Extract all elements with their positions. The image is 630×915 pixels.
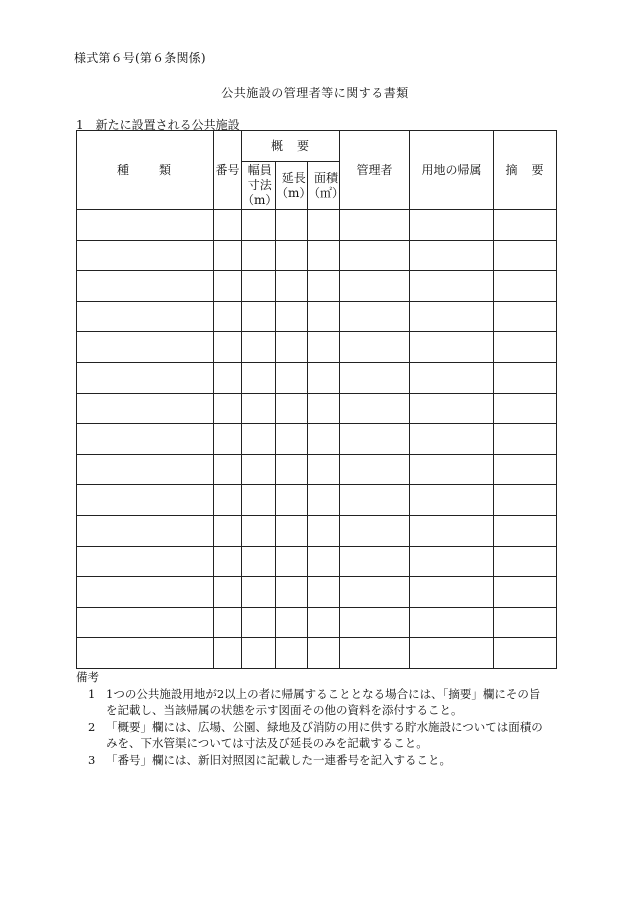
table-row <box>77 332 557 363</box>
table-cell <box>410 332 494 363</box>
table-cell <box>340 301 410 332</box>
note-line: 「番号」欄には、新旧対照図に記載した一連番号を記入すること。 <box>106 752 451 767</box>
table-cell <box>214 638 242 669</box>
table-cell <box>340 393 410 424</box>
table-cell <box>276 393 308 424</box>
table-cell <box>410 515 494 546</box>
note-line: みを、下水管渠については寸法及び延長のみを記載すること。 <box>106 736 428 750</box>
form-label: 様式第６号(第６条関係) <box>74 51 206 65</box>
table-row <box>77 485 557 516</box>
table-cell <box>494 485 557 516</box>
table-cell <box>77 485 214 516</box>
table-cell <box>494 546 557 577</box>
document-title: 公共施設の管理者等に関する書類 <box>221 86 409 100</box>
table-cell <box>494 210 557 241</box>
header-overview: 概 要 <box>242 131 340 162</box>
table-cell <box>242 271 276 302</box>
table-cell <box>340 210 410 241</box>
table-cell <box>77 393 214 424</box>
table-cell <box>77 607 214 638</box>
table-cell <box>308 515 340 546</box>
table-cell <box>410 638 494 669</box>
table-cell <box>494 424 557 455</box>
table-cell <box>77 240 214 271</box>
table-cell <box>494 240 557 271</box>
facility-table <box>76 130 557 669</box>
table-cell <box>242 485 276 516</box>
table-cell <box>494 638 557 669</box>
table-cell <box>494 515 557 546</box>
table-cell <box>77 210 214 241</box>
table-cell <box>276 301 308 332</box>
table-cell <box>214 424 242 455</box>
table-cell <box>308 301 340 332</box>
table-cell <box>410 454 494 485</box>
table-cell <box>214 210 242 241</box>
table-cell <box>308 485 340 516</box>
table-row <box>77 546 557 577</box>
header-width-line2: 寸法 <box>247 178 272 192</box>
table-row <box>77 638 557 669</box>
table-cell <box>77 332 214 363</box>
header-type: 種 類 <box>77 131 214 210</box>
table-row <box>77 424 557 455</box>
table-cell <box>410 240 494 271</box>
notes <box>76 669 566 768</box>
table-cell <box>214 393 242 424</box>
table-cell <box>494 393 557 424</box>
table-cell <box>340 454 410 485</box>
table-cell <box>340 485 410 516</box>
table-cell <box>308 577 340 608</box>
table-row <box>77 607 557 638</box>
header-remarks: 摘 要 <box>494 131 557 210</box>
table-row <box>77 210 557 241</box>
table-cell <box>494 607 557 638</box>
table-cell <box>308 210 340 241</box>
header-area-line1: 面積 <box>314 170 339 185</box>
table-cell <box>410 424 494 455</box>
header-area-unit: （㎡） <box>308 185 345 200</box>
table-cell <box>242 393 276 424</box>
table-cell <box>214 577 242 608</box>
table-cell <box>77 577 214 608</box>
table-cell <box>77 638 214 669</box>
table-cell <box>77 546 214 577</box>
table-cell <box>214 515 242 546</box>
table-row <box>77 301 557 332</box>
header-land-ownership: 用地の帰属 <box>410 131 494 210</box>
table-body <box>77 210 557 669</box>
table-cell <box>494 362 557 393</box>
table-cell <box>214 271 242 302</box>
section-number: 1 <box>76 118 84 132</box>
table-cell <box>308 271 340 302</box>
table-cell <box>214 301 242 332</box>
table-cell <box>340 362 410 393</box>
header-length <box>276 162 312 210</box>
table-cell <box>214 362 242 393</box>
table-cell <box>276 546 308 577</box>
table-cell <box>242 454 276 485</box>
table-cell <box>77 271 214 302</box>
table-cell <box>410 393 494 424</box>
table-cell <box>340 424 410 455</box>
table-cell <box>308 546 340 577</box>
table-cell <box>410 210 494 241</box>
table-cell <box>214 240 242 271</box>
header-area <box>308 162 345 210</box>
table-cell <box>340 332 410 363</box>
table-cell <box>242 332 276 363</box>
table-cell <box>242 577 276 608</box>
note-number: 1 <box>88 686 96 701</box>
table-cell <box>242 301 276 332</box>
table-cell <box>276 607 308 638</box>
table-cell <box>276 577 308 608</box>
table-cell <box>308 607 340 638</box>
table-cell <box>77 362 214 393</box>
table-cell <box>340 638 410 669</box>
table-cell <box>410 362 494 393</box>
table-cell <box>410 607 494 638</box>
header-number: 番号 <box>214 131 242 210</box>
table-cell <box>308 240 340 271</box>
table-cell <box>242 424 276 455</box>
table-cell <box>494 454 557 485</box>
table-cell <box>77 424 214 455</box>
table-row <box>77 515 557 546</box>
table-cell <box>276 362 308 393</box>
notes-title: 備考 <box>76 670 99 684</box>
note-number: 2 <box>88 719 96 734</box>
table-cell <box>242 607 276 638</box>
header-width <box>242 162 276 210</box>
table-row <box>77 454 557 485</box>
table-cell <box>242 210 276 241</box>
table-cell <box>276 210 308 241</box>
note-item <box>76 686 566 719</box>
table-cell <box>340 607 410 638</box>
table-cell <box>77 515 214 546</box>
table-row <box>77 577 557 608</box>
table-cell <box>77 454 214 485</box>
section-title: 新たに設置される公共施設 <box>95 118 240 132</box>
table-cell <box>242 515 276 546</box>
table-cell <box>77 301 214 332</box>
table-cell <box>214 485 242 516</box>
table-cell <box>276 271 308 302</box>
table-cell <box>276 424 308 455</box>
table-cell <box>276 638 308 669</box>
table-cell <box>276 454 308 485</box>
table-cell <box>410 485 494 516</box>
table-row <box>77 362 557 393</box>
table-cell <box>410 301 494 332</box>
table-cell <box>276 515 308 546</box>
table-cell <box>242 638 276 669</box>
note-item <box>76 719 566 752</box>
note-item <box>76 752 566 769</box>
table-cell <box>308 424 340 455</box>
table-row <box>77 271 557 302</box>
table-cell <box>494 301 557 332</box>
table-cell <box>494 577 557 608</box>
table-cell <box>340 271 410 302</box>
table-cell <box>242 240 276 271</box>
table-cell <box>214 546 242 577</box>
table-cell <box>214 332 242 363</box>
table-cell <box>276 240 308 271</box>
table-cell <box>242 362 276 393</box>
table-cell <box>410 577 494 608</box>
table-cell <box>340 577 410 608</box>
table-cell <box>308 454 340 485</box>
header-length-line1: 延長 <box>281 170 306 185</box>
table-cell <box>340 546 410 577</box>
note-line: を記載し、当該帰属の状態を示す図面その他の資料を添付すること。 <box>106 703 463 717</box>
header-manager: 管理者 <box>340 131 410 210</box>
table-cell <box>494 271 557 302</box>
table-cell <box>308 638 340 669</box>
table-cell <box>340 515 410 546</box>
table-row <box>77 393 557 424</box>
note-line: 「概要」欄には、広場、公園、緑地及び消防の用に供する貯水施設については面積の <box>106 719 543 734</box>
table-cell <box>276 485 308 516</box>
table-cell <box>214 607 242 638</box>
header-width-line1: 幅員 <box>247 163 272 177</box>
table-cell <box>340 240 410 271</box>
table-cell <box>410 271 494 302</box>
table-cell <box>276 332 308 363</box>
table-row <box>77 240 557 271</box>
note-line: 1つの公共施設用地が2以上の者に帰属することとなる場合には、「摘要」欄にその旨 <box>106 686 541 701</box>
table-cell <box>494 332 557 363</box>
header-length-unit: （m） <box>276 185 312 200</box>
table-cell <box>308 362 340 393</box>
table-cell <box>410 546 494 577</box>
table-cell <box>214 454 242 485</box>
header-width-unit: （m） <box>242 193 278 207</box>
table-cell <box>308 332 340 363</box>
table-cell <box>242 546 276 577</box>
table-cell <box>308 393 340 424</box>
note-number: 3 <box>88 752 96 767</box>
